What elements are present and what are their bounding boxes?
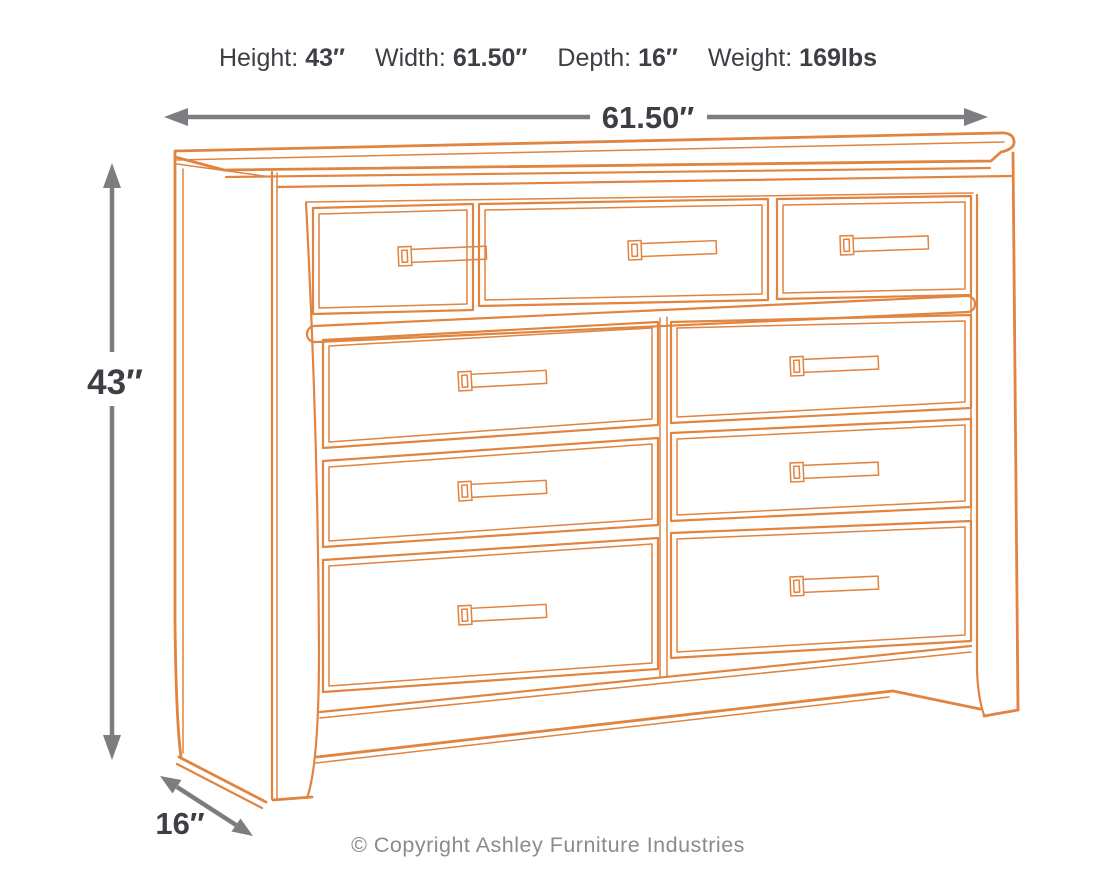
right-stile-inner-line (977, 195, 984, 715)
right-side-outer-edge (1013, 153, 1018, 710)
drawer-right-1 (671, 315, 971, 423)
drawer-inner-panel (319, 210, 467, 308)
drawer-outline (671, 419, 971, 521)
drawer-inner-panel (485, 205, 762, 300)
drawer-top-right (777, 196, 971, 299)
stat-width-value: 61.50″ (452, 44, 528, 72)
arrow-left-icon (164, 108, 188, 126)
stat-width-label: Width: (374, 44, 446, 72)
drawer-outline (323, 538, 658, 692)
depth-dimension (155, 776, 253, 841)
right-foot-bottom (984, 710, 1018, 716)
top-drawer-row (313, 196, 971, 314)
apron-bottom-edge-2 (316, 697, 889, 763)
right-drawer-column (671, 315, 971, 658)
drawer-outline (323, 322, 658, 448)
arrow-down-icon (103, 735, 121, 760)
center-divider (660, 317, 667, 678)
drawer-inner-panel (783, 202, 965, 293)
arrow-right-icon (964, 108, 988, 126)
dresser-left-side (175, 157, 319, 808)
stat-weight-value: 169lbs (799, 44, 878, 72)
left-drawer-column (323, 322, 658, 692)
stat-depth-value: 16″ (638, 44, 678, 72)
drawer-outline (671, 315, 971, 423)
copyright-text: © Copyright Ashley Furniture Industries (351, 833, 745, 857)
drawer-outline (777, 196, 971, 299)
drawer-inner-panel (677, 425, 965, 515)
top-panel-crease (177, 142, 1004, 160)
drawer-inner-panel (329, 444, 652, 541)
drawer-left-3 (323, 538, 658, 692)
drawer-handle (840, 233, 929, 255)
left-side-bottom-edge-2 (177, 764, 262, 808)
drawer-inner-panel (329, 328, 652, 442)
arrow-up-left-icon (160, 776, 182, 794)
drawer-handle (790, 353, 879, 376)
drawer-handle (628, 238, 717, 260)
stat-weight-label: Weight: (707, 44, 793, 72)
drawer-left-1 (323, 322, 658, 448)
drawer-right-2 (671, 419, 971, 521)
width-dimension (164, 100, 988, 135)
drawer-right-3 (671, 521, 971, 658)
drawer-handle (458, 367, 547, 391)
drawer-inner-panel (677, 527, 965, 652)
drawer-outline (479, 199, 768, 306)
right-leg-bracket (893, 691, 980, 709)
dresser-illustration (175, 133, 1018, 808)
drawer-handle (458, 477, 547, 501)
drawer-inner-panel (677, 321, 965, 417)
drawer-handle (790, 459, 879, 482)
drawer-handle (458, 601, 547, 625)
height-dimension-label: 43″ (87, 363, 143, 402)
drawer-left-2 (323, 438, 658, 547)
drawer-inner-panel (329, 544, 652, 686)
height-dimension (87, 163, 143, 760)
arrow-up-icon (103, 163, 121, 188)
stat-height-label: Height: (218, 44, 299, 72)
drawer-top-middle (479, 199, 768, 306)
under-top-rail-line (278, 176, 1011, 187)
left-side-outer-edge (175, 157, 181, 757)
dresser-top-panel (175, 133, 1014, 202)
stat-depth-label: Depth: (557, 44, 632, 72)
drawer-top-left (313, 204, 487, 314)
apron-bottom-edge (317, 691, 893, 757)
left-foot-bottom (273, 797, 312, 800)
drawer-handle (790, 573, 879, 596)
drawer-outline (313, 204, 473, 314)
stat-height-value: 43″ (305, 44, 345, 72)
width-dimension-label: 61.50″ (601, 100, 695, 135)
depth-dimension-label: 16″ (155, 806, 205, 841)
dresser-right-side (971, 153, 1018, 716)
